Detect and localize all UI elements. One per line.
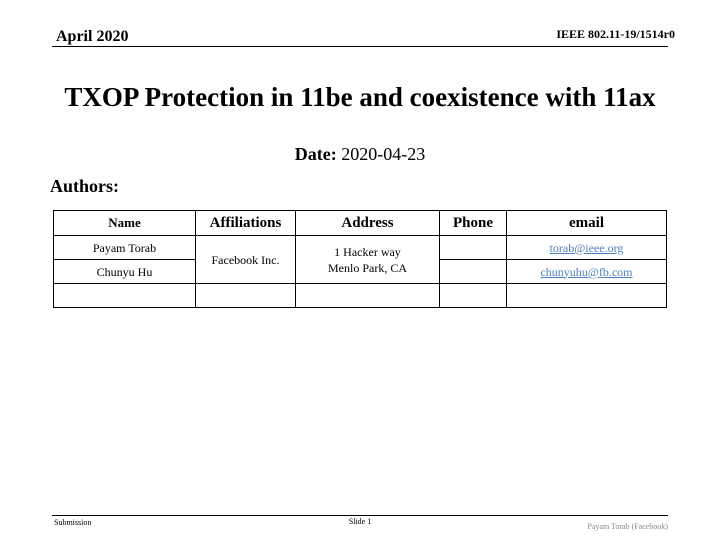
header-date: April 2020	[56, 28, 129, 45]
empty-cell	[507, 284, 667, 308]
column-header-phone: Phone	[440, 211, 507, 236]
author-affiliation: Facebook Inc.	[196, 236, 296, 284]
empty-cell	[440, 284, 507, 308]
date-label: Date:	[294, 144, 337, 164]
column-header-affiliations: Affiliations	[196, 211, 296, 236]
address-line-2: Menlo Park, CA	[328, 260, 407, 275]
footer-author: Payam Torab (Facebook)	[587, 522, 668, 531]
column-header-email: email	[507, 211, 667, 236]
column-header-name: Name	[54, 211, 196, 236]
date-value: 2020-04-23	[341, 144, 426, 164]
authors-label: Authors:	[50, 176, 120, 196]
author-name: Payam Torab	[54, 236, 196, 260]
empty-cell	[196, 284, 296, 308]
author-email-link[interactable]: chunyuhu@fb.com	[540, 264, 633, 279]
table-row	[54, 236, 667, 260]
header-divider	[52, 46, 668, 47]
column-header-address: Address	[296, 211, 440, 236]
author-phone	[440, 260, 507, 284]
author-name: Chunyu Hu	[54, 260, 196, 284]
address-line-1: 1 Hacker way	[334, 244, 401, 259]
author-email-cell	[507, 236, 667, 260]
author-email-cell	[507, 260, 667, 284]
table-header-row	[54, 211, 667, 236]
author-email-link[interactable]: torab@ieee.org	[549, 240, 624, 255]
footer-divider	[52, 515, 668, 516]
header-doc-number: IEEE 802.11-19/1514r0	[556, 27, 675, 41]
authors-table	[53, 210, 667, 308]
footer-submission: Submission	[54, 518, 92, 527]
author-phone	[440, 236, 507, 260]
date-line	[0, 144, 720, 165]
empty-cell	[54, 284, 196, 308]
slide-title: TXOP Protection in 11be and coexistence with 11ax	[64, 82, 656, 112]
footer-slide-number: Slide 1	[348, 517, 372, 526]
empty-cell	[296, 284, 440, 308]
author-address	[296, 236, 440, 284]
table-row-empty	[54, 284, 667, 308]
